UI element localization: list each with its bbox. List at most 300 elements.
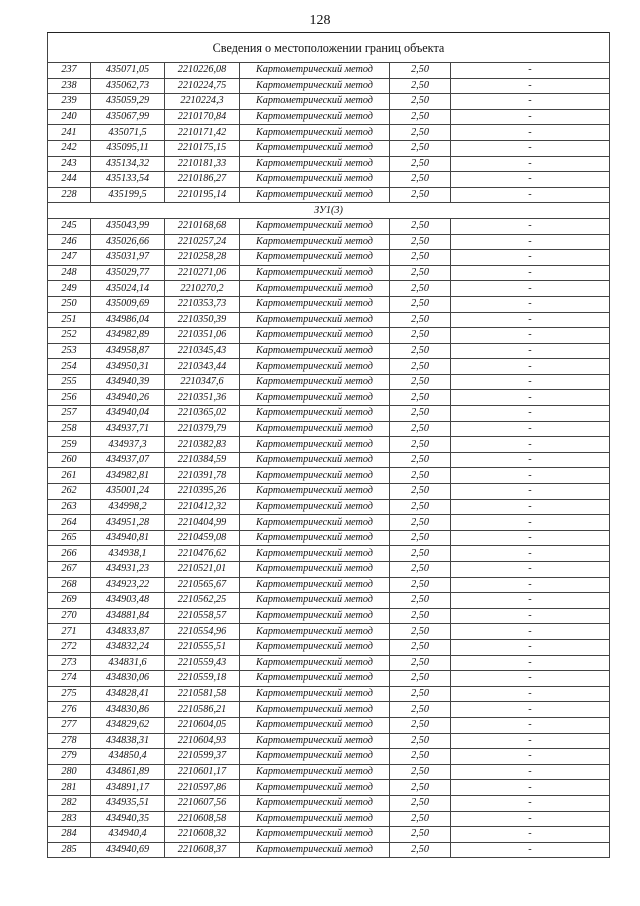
y-coordinate-cell: 2210379,79 bbox=[165, 421, 240, 437]
x-coordinate-cell: 434931,23 bbox=[91, 562, 165, 578]
y-coordinate-cell: 2210186,27 bbox=[165, 172, 240, 188]
table-title: Сведения о местоположении границ объекта bbox=[48, 33, 610, 63]
x-coordinate-cell: 434940,69 bbox=[91, 842, 165, 858]
method-cell: Картометрический метод bbox=[240, 78, 390, 94]
method-cell: Картометрический метод bbox=[240, 515, 390, 531]
accuracy-cell: 2,50 bbox=[390, 172, 451, 188]
x-coordinate-cell: 434935,51 bbox=[91, 795, 165, 811]
accuracy-cell: 2,50 bbox=[390, 655, 451, 671]
method-cell: Картометрический метод bbox=[240, 328, 390, 344]
point-number-cell: 281 bbox=[48, 780, 91, 796]
method-cell: Картометрический метод bbox=[240, 468, 390, 484]
table-row bbox=[48, 343, 610, 359]
boundary-table bbox=[47, 32, 610, 858]
y-coordinate-cell: 2210170,84 bbox=[165, 109, 240, 125]
y-coordinate-cell: 2210181,33 bbox=[165, 156, 240, 172]
note-cell: - bbox=[451, 639, 610, 655]
y-coordinate-cell: 2210168,68 bbox=[165, 218, 240, 234]
method-cell: Картометрический метод bbox=[240, 187, 390, 203]
point-number-cell: 255 bbox=[48, 374, 91, 390]
note-cell: - bbox=[451, 78, 610, 94]
accuracy-cell: 2,50 bbox=[390, 827, 451, 843]
accuracy-cell: 2,50 bbox=[390, 530, 451, 546]
table-row bbox=[48, 94, 610, 110]
method-cell: Картометрический метод bbox=[240, 499, 390, 515]
point-number-cell: 259 bbox=[48, 437, 91, 453]
method-cell: Картометрический метод bbox=[240, 733, 390, 749]
y-coordinate-cell: 2210608,37 bbox=[165, 842, 240, 858]
x-coordinate-cell: 434850,4 bbox=[91, 749, 165, 765]
note-cell: - bbox=[451, 530, 610, 546]
section-row bbox=[48, 203, 610, 219]
x-coordinate-cell: 434829,62 bbox=[91, 717, 165, 733]
y-coordinate-cell: 2210343,44 bbox=[165, 359, 240, 375]
method-cell: Картометрический метод bbox=[240, 749, 390, 765]
accuracy-cell: 2,50 bbox=[390, 608, 451, 624]
note-cell: - bbox=[451, 328, 610, 344]
method-cell: Картометрический метод bbox=[240, 234, 390, 250]
point-number-cell: 239 bbox=[48, 94, 91, 110]
table-row bbox=[48, 359, 610, 375]
y-coordinate-cell: 2210347,6 bbox=[165, 374, 240, 390]
x-coordinate-cell: 434937,3 bbox=[91, 437, 165, 453]
accuracy-cell: 2,50 bbox=[390, 795, 451, 811]
table-row bbox=[48, 250, 610, 266]
note-cell: - bbox=[451, 795, 610, 811]
point-number-cell: 266 bbox=[48, 546, 91, 562]
accuracy-cell: 2,50 bbox=[390, 452, 451, 468]
table-row bbox=[48, 639, 610, 655]
method-cell: Картометрический метод bbox=[240, 218, 390, 234]
y-coordinate-cell: 2210599,37 bbox=[165, 749, 240, 765]
y-coordinate-cell: 2210521,01 bbox=[165, 562, 240, 578]
method-cell: Картометрический метод bbox=[240, 265, 390, 281]
y-coordinate-cell: 2210597,86 bbox=[165, 780, 240, 796]
accuracy-cell: 2,50 bbox=[390, 515, 451, 531]
x-coordinate-cell: 434891,17 bbox=[91, 780, 165, 796]
point-number-cell: 283 bbox=[48, 811, 91, 827]
accuracy-cell: 2,50 bbox=[390, 811, 451, 827]
x-coordinate-cell: 434833,87 bbox=[91, 624, 165, 640]
table-row bbox=[48, 702, 610, 718]
y-coordinate-cell: 2210562,25 bbox=[165, 593, 240, 609]
method-cell: Картометрический метод bbox=[240, 125, 390, 141]
point-number-cell: 263 bbox=[48, 499, 91, 515]
accuracy-cell: 2,50 bbox=[390, 624, 451, 640]
method-cell: Картометрический метод bbox=[240, 343, 390, 359]
note-cell: - bbox=[451, 499, 610, 515]
y-coordinate-cell: 2210586,21 bbox=[165, 702, 240, 718]
method-cell: Картометрический метод bbox=[240, 452, 390, 468]
accuracy-cell: 2,50 bbox=[390, 94, 451, 110]
note-cell: - bbox=[451, 780, 610, 796]
point-number-cell: 228 bbox=[48, 187, 91, 203]
y-coordinate-cell: 2210270,2 bbox=[165, 281, 240, 297]
x-coordinate-cell: 435001,24 bbox=[91, 484, 165, 500]
x-coordinate-cell: 434940,04 bbox=[91, 406, 165, 422]
method-cell: Картометрический метод bbox=[240, 94, 390, 110]
table-row bbox=[48, 328, 610, 344]
note-cell: - bbox=[451, 452, 610, 468]
y-coordinate-cell: 2210175,15 bbox=[165, 140, 240, 156]
y-coordinate-cell: 2210224,3 bbox=[165, 94, 240, 110]
y-coordinate-cell: 2210558,57 bbox=[165, 608, 240, 624]
accuracy-cell: 2,50 bbox=[390, 702, 451, 718]
accuracy-cell: 2,50 bbox=[390, 577, 451, 593]
table-row bbox=[48, 140, 610, 156]
method-cell: Картометрический метод bbox=[240, 624, 390, 640]
x-coordinate-cell: 435026,66 bbox=[91, 234, 165, 250]
method-cell: Картометрический метод bbox=[240, 484, 390, 500]
point-number-cell: 240 bbox=[48, 109, 91, 125]
y-coordinate-cell: 2210195,14 bbox=[165, 187, 240, 203]
accuracy-cell: 2,50 bbox=[390, 842, 451, 858]
point-number-cell: 272 bbox=[48, 639, 91, 655]
table-row bbox=[48, 296, 610, 312]
point-number-cell: 249 bbox=[48, 281, 91, 297]
method-cell: Картометрический метод bbox=[240, 686, 390, 702]
point-number-cell: 268 bbox=[48, 577, 91, 593]
x-coordinate-cell: 434958,87 bbox=[91, 343, 165, 359]
x-coordinate-cell: 435071,5 bbox=[91, 125, 165, 141]
note-cell: - bbox=[451, 281, 610, 297]
y-coordinate-cell: 2210257,24 bbox=[165, 234, 240, 250]
note-cell: - bbox=[451, 811, 610, 827]
method-cell: Картометрический метод bbox=[240, 156, 390, 172]
point-number-cell: 284 bbox=[48, 827, 91, 843]
table-row bbox=[48, 717, 610, 733]
y-coordinate-cell: 2210608,58 bbox=[165, 811, 240, 827]
accuracy-cell: 2,50 bbox=[390, 250, 451, 266]
method-cell: Картометрический метод bbox=[240, 811, 390, 827]
point-number-cell: 267 bbox=[48, 562, 91, 578]
note-cell: - bbox=[451, 265, 610, 281]
note-cell: - bbox=[451, 312, 610, 328]
x-coordinate-cell: 434940,26 bbox=[91, 390, 165, 406]
accuracy-cell: 2,50 bbox=[390, 125, 451, 141]
note-cell: - bbox=[451, 764, 610, 780]
point-number-cell: 243 bbox=[48, 156, 91, 172]
point-number-cell: 250 bbox=[48, 296, 91, 312]
note-cell: - bbox=[451, 515, 610, 531]
x-coordinate-cell: 434937,07 bbox=[91, 452, 165, 468]
note-cell: - bbox=[451, 546, 610, 562]
y-coordinate-cell: 2210350,39 bbox=[165, 312, 240, 328]
table-row bbox=[48, 733, 610, 749]
point-number-cell: 245 bbox=[48, 218, 91, 234]
method-cell: Картометрический метод bbox=[240, 795, 390, 811]
table-row bbox=[48, 686, 610, 702]
section-label: ЗУ1(3) bbox=[48, 203, 610, 219]
point-number-cell: 273 bbox=[48, 655, 91, 671]
table-row bbox=[48, 468, 610, 484]
note-cell: - bbox=[451, 624, 610, 640]
table-row bbox=[48, 484, 610, 500]
x-coordinate-cell: 435133,54 bbox=[91, 172, 165, 188]
y-coordinate-cell: 2210271,06 bbox=[165, 265, 240, 281]
note-cell: - bbox=[451, 577, 610, 593]
point-number-cell: 257 bbox=[48, 406, 91, 422]
note-cell: - bbox=[451, 63, 610, 79]
table-row bbox=[48, 172, 610, 188]
method-cell: Картометрический метод bbox=[240, 827, 390, 843]
y-coordinate-cell: 2210608,32 bbox=[165, 827, 240, 843]
x-coordinate-cell: 434940,4 bbox=[91, 827, 165, 843]
x-coordinate-cell: 434938,1 bbox=[91, 546, 165, 562]
accuracy-cell: 2,50 bbox=[390, 187, 451, 203]
y-coordinate-cell: 2210404,99 bbox=[165, 515, 240, 531]
note-cell: - bbox=[451, 827, 610, 843]
accuracy-cell: 2,50 bbox=[390, 437, 451, 453]
point-number-cell: 274 bbox=[48, 671, 91, 687]
point-number-cell: 244 bbox=[48, 172, 91, 188]
method-cell: Картометрический метод bbox=[240, 530, 390, 546]
x-coordinate-cell: 434830,06 bbox=[91, 671, 165, 687]
accuracy-cell: 2,50 bbox=[390, 717, 451, 733]
point-number-cell: 275 bbox=[48, 686, 91, 702]
method-cell: Картометрический метод bbox=[240, 842, 390, 858]
accuracy-cell: 2,50 bbox=[390, 296, 451, 312]
y-coordinate-cell: 2210391,78 bbox=[165, 468, 240, 484]
table-row bbox=[48, 811, 610, 827]
accuracy-cell: 2,50 bbox=[390, 639, 451, 655]
x-coordinate-cell: 434903,48 bbox=[91, 593, 165, 609]
accuracy-cell: 2,50 bbox=[390, 671, 451, 687]
accuracy-cell: 2,50 bbox=[390, 406, 451, 422]
y-coordinate-cell: 2210353,73 bbox=[165, 296, 240, 312]
table-row bbox=[48, 624, 610, 640]
accuracy-cell: 2,50 bbox=[390, 218, 451, 234]
boundary-table-frame bbox=[47, 32, 609, 858]
point-number-cell: 277 bbox=[48, 717, 91, 733]
table-body bbox=[48, 33, 610, 858]
point-number-cell: 238 bbox=[48, 78, 91, 94]
note-cell: - bbox=[451, 671, 610, 687]
x-coordinate-cell: 434828,41 bbox=[91, 686, 165, 702]
table-row bbox=[48, 374, 610, 390]
table-row bbox=[48, 437, 610, 453]
accuracy-cell: 2,50 bbox=[390, 780, 451, 796]
method-cell: Картометрический метод bbox=[240, 702, 390, 718]
table-row bbox=[48, 780, 610, 796]
point-number-cell: 285 bbox=[48, 842, 91, 858]
accuracy-cell: 2,50 bbox=[390, 156, 451, 172]
table-row bbox=[48, 655, 610, 671]
y-coordinate-cell: 2210459,08 bbox=[165, 530, 240, 546]
note-cell: - bbox=[451, 593, 610, 609]
y-coordinate-cell: 2210224,75 bbox=[165, 78, 240, 94]
note-cell: - bbox=[451, 343, 610, 359]
accuracy-cell: 2,50 bbox=[390, 686, 451, 702]
method-cell: Картометрический метод bbox=[240, 421, 390, 437]
table-row bbox=[48, 390, 610, 406]
x-coordinate-cell: 434838,31 bbox=[91, 733, 165, 749]
table-row bbox=[48, 608, 610, 624]
accuracy-cell: 2,50 bbox=[390, 281, 451, 297]
x-coordinate-cell: 434940,35 bbox=[91, 811, 165, 827]
y-coordinate-cell: 2210258,28 bbox=[165, 250, 240, 266]
point-number-cell: 248 bbox=[48, 265, 91, 281]
point-number-cell: 258 bbox=[48, 421, 91, 437]
point-number-cell: 279 bbox=[48, 749, 91, 765]
accuracy-cell: 2,50 bbox=[390, 484, 451, 500]
note-cell: - bbox=[451, 250, 610, 266]
y-coordinate-cell: 2210345,43 bbox=[165, 343, 240, 359]
y-coordinate-cell: 2210607,56 bbox=[165, 795, 240, 811]
y-coordinate-cell: 2210604,05 bbox=[165, 717, 240, 733]
table-row bbox=[48, 109, 610, 125]
x-coordinate-cell: 434982,89 bbox=[91, 328, 165, 344]
x-coordinate-cell: 434982,81 bbox=[91, 468, 165, 484]
x-coordinate-cell: 434923,22 bbox=[91, 577, 165, 593]
point-number-cell: 247 bbox=[48, 250, 91, 266]
point-number-cell: 237 bbox=[48, 63, 91, 79]
table-row bbox=[48, 452, 610, 468]
table-row bbox=[48, 218, 610, 234]
point-number-cell: 265 bbox=[48, 530, 91, 546]
point-number-cell: 278 bbox=[48, 733, 91, 749]
accuracy-cell: 2,50 bbox=[390, 109, 451, 125]
note-cell: - bbox=[451, 842, 610, 858]
table-row bbox=[48, 827, 610, 843]
accuracy-cell: 2,50 bbox=[390, 499, 451, 515]
accuracy-cell: 2,50 bbox=[390, 390, 451, 406]
point-number-cell: 270 bbox=[48, 608, 91, 624]
accuracy-cell: 2,50 bbox=[390, 562, 451, 578]
table-row bbox=[48, 530, 610, 546]
method-cell: Картометрический метод bbox=[240, 374, 390, 390]
x-coordinate-cell: 435062,73 bbox=[91, 78, 165, 94]
point-number-cell: 242 bbox=[48, 140, 91, 156]
method-cell: Картометрический метод bbox=[240, 780, 390, 796]
point-number-cell: 256 bbox=[48, 390, 91, 406]
x-coordinate-cell: 434881,84 bbox=[91, 608, 165, 624]
note-cell: - bbox=[451, 749, 610, 765]
note-cell: - bbox=[451, 390, 610, 406]
table-row bbox=[48, 764, 610, 780]
note-cell: - bbox=[451, 655, 610, 671]
note-cell: - bbox=[451, 686, 610, 702]
note-cell: - bbox=[451, 562, 610, 578]
table-row bbox=[48, 78, 610, 94]
table-row bbox=[48, 515, 610, 531]
y-coordinate-cell: 2210412,32 bbox=[165, 499, 240, 515]
table-row bbox=[48, 312, 610, 328]
y-coordinate-cell: 2210226,08 bbox=[165, 63, 240, 79]
x-coordinate-cell: 435071,05 bbox=[91, 63, 165, 79]
y-coordinate-cell: 2210604,93 bbox=[165, 733, 240, 749]
method-cell: Картометрический метод bbox=[240, 281, 390, 297]
y-coordinate-cell: 2210171,42 bbox=[165, 125, 240, 141]
note-cell: - bbox=[451, 140, 610, 156]
table-row bbox=[48, 187, 610, 203]
x-coordinate-cell: 435059,29 bbox=[91, 94, 165, 110]
note-cell: - bbox=[451, 717, 610, 733]
table-row bbox=[48, 234, 610, 250]
x-coordinate-cell: 434937,71 bbox=[91, 421, 165, 437]
x-coordinate-cell: 434998,2 bbox=[91, 499, 165, 515]
accuracy-cell: 2,50 bbox=[390, 328, 451, 344]
point-number-cell: 241 bbox=[48, 125, 91, 141]
point-number-cell: 253 bbox=[48, 343, 91, 359]
accuracy-cell: 2,50 bbox=[390, 234, 451, 250]
point-number-cell: 260 bbox=[48, 452, 91, 468]
table-row bbox=[48, 421, 610, 437]
page-number: 128 bbox=[309, 13, 331, 28]
point-number-cell: 271 bbox=[48, 624, 91, 640]
point-number-cell: 269 bbox=[48, 593, 91, 609]
method-cell: Картометрический метод bbox=[240, 639, 390, 655]
method-cell: Картометрический метод bbox=[240, 546, 390, 562]
accuracy-cell: 2,50 bbox=[390, 749, 451, 765]
x-coordinate-cell: 435024,14 bbox=[91, 281, 165, 297]
note-cell: - bbox=[451, 374, 610, 390]
accuracy-cell: 2,50 bbox=[390, 359, 451, 375]
y-coordinate-cell: 2210555,51 bbox=[165, 639, 240, 655]
accuracy-cell: 2,50 bbox=[390, 265, 451, 281]
accuracy-cell: 2,50 bbox=[390, 421, 451, 437]
table-row bbox=[48, 795, 610, 811]
method-cell: Картометрический метод bbox=[240, 671, 390, 687]
y-coordinate-cell: 2210565,67 bbox=[165, 577, 240, 593]
accuracy-cell: 2,50 bbox=[390, 343, 451, 359]
y-coordinate-cell: 2210559,18 bbox=[165, 671, 240, 687]
y-coordinate-cell: 2210351,06 bbox=[165, 328, 240, 344]
x-coordinate-cell: 435067,99 bbox=[91, 109, 165, 125]
method-cell: Картометрический метод bbox=[240, 296, 390, 312]
y-coordinate-cell: 2210384,59 bbox=[165, 452, 240, 468]
y-coordinate-cell: 2210559,43 bbox=[165, 655, 240, 671]
table-row bbox=[48, 265, 610, 281]
method-cell: Картометрический метод bbox=[240, 562, 390, 578]
accuracy-cell: 2,50 bbox=[390, 546, 451, 562]
note-cell: - bbox=[451, 218, 610, 234]
point-number-cell: 282 bbox=[48, 795, 91, 811]
accuracy-cell: 2,50 bbox=[390, 78, 451, 94]
method-cell: Картометрический метод bbox=[240, 312, 390, 328]
accuracy-cell: 2,50 bbox=[390, 733, 451, 749]
x-coordinate-cell: 434861,89 bbox=[91, 764, 165, 780]
note-cell: - bbox=[451, 156, 610, 172]
point-number-cell: 254 bbox=[48, 359, 91, 375]
table-row bbox=[48, 749, 610, 765]
accuracy-cell: 2,50 bbox=[390, 764, 451, 780]
point-number-cell: 264 bbox=[48, 515, 91, 531]
method-cell: Картометрический метод bbox=[240, 608, 390, 624]
method-cell: Картометрический метод bbox=[240, 63, 390, 79]
note-cell: - bbox=[451, 468, 610, 484]
x-coordinate-cell: 435134,32 bbox=[91, 156, 165, 172]
x-coordinate-cell: 434832,24 bbox=[91, 639, 165, 655]
x-coordinate-cell: 435043,99 bbox=[91, 218, 165, 234]
table-row bbox=[48, 593, 610, 609]
method-cell: Картометрический метод bbox=[240, 577, 390, 593]
accuracy-cell: 2,50 bbox=[390, 593, 451, 609]
method-cell: Картометрический метод bbox=[240, 359, 390, 375]
table-title-row bbox=[48, 33, 610, 63]
method-cell: Картометрический метод bbox=[240, 250, 390, 266]
table-row bbox=[48, 406, 610, 422]
note-cell: - bbox=[451, 125, 610, 141]
y-coordinate-cell: 2210365,02 bbox=[165, 406, 240, 422]
accuracy-cell: 2,50 bbox=[390, 374, 451, 390]
y-coordinate-cell: 2210476,62 bbox=[165, 546, 240, 562]
table-row bbox=[48, 156, 610, 172]
x-coordinate-cell: 435009,69 bbox=[91, 296, 165, 312]
method-cell: Картометрический метод bbox=[240, 140, 390, 156]
y-coordinate-cell: 2210554,96 bbox=[165, 624, 240, 640]
x-coordinate-cell: 435095,11 bbox=[91, 140, 165, 156]
